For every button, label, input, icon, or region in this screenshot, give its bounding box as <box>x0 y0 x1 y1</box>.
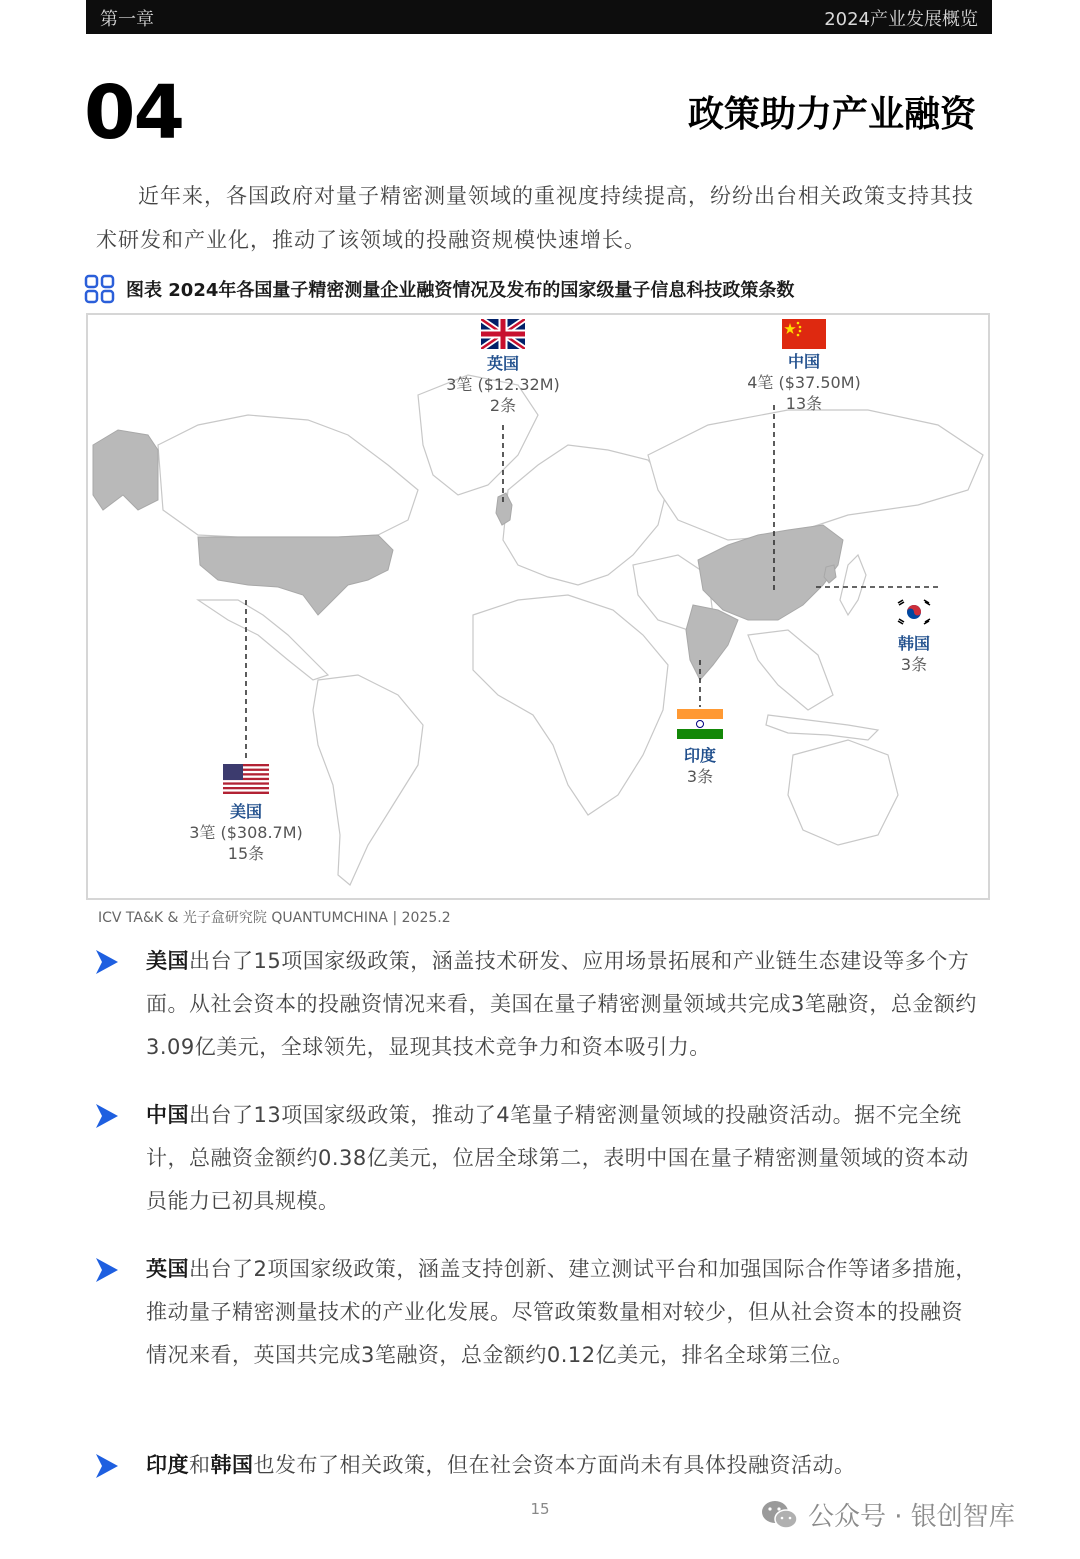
india-policies: 3条 <box>686 767 714 786</box>
korea-policies: 3条 <box>900 655 928 674</box>
bullet-text <box>146 1094 984 1223</box>
watermark <box>760 1496 1015 1533</box>
bullet-text <box>146 1248 984 1377</box>
bullet-lead: 中国 <box>146 1103 189 1127</box>
china-name: 中国 <box>787 352 821 371</box>
china-shape <box>698 525 843 620</box>
page-header <box>86 0 992 34</box>
usa-name: 美国 <box>229 802 263 821</box>
world-map-figure <box>86 313 990 900</box>
usa-flag-icon <box>223 764 269 794</box>
section-title: 政策助力产业融资 <box>687 94 976 135</box>
india-name: 印度 <box>683 746 717 765</box>
russia-shape <box>648 410 983 540</box>
bullet-usa <box>94 940 984 1069</box>
bullet-text <box>146 940 984 1069</box>
arrow-icon <box>94 1102 120 1130</box>
korea-label <box>898 633 930 675</box>
uk-policies: 2条 <box>489 396 517 415</box>
korea-name: 韩国 <box>897 634 931 653</box>
bullet-lead: 英国 <box>146 1257 189 1281</box>
bullet-lead-2: 韩国 <box>210 1453 254 1477</box>
arrow-icon <box>94 1452 120 1480</box>
china-policies: 13条 <box>785 394 823 413</box>
china-deals: 4笔 ($37.50M) <box>747 373 861 392</box>
intro-paragraph: 近年来，各国政府对量子精密测量领域的重视度持续提高，纷纷出台相关政策支持其技术研发和产业化，推动了该领域的投融资规模快速增长。 <box>96 184 974 252</box>
bullet-body: 出台了2项国家级政策，涵盖支持创新、建立测试平台和加强国际合作等诸多措施，推动量子精密测量技术的产业化发展。尽管政策数量相对较少，但从社会资本的投融资情况来看，英国共完成3笔融资，总金额约0.12亿美元，排名全球第三位。 <box>146 1257 977 1367</box>
south-america-shape <box>313 675 423 885</box>
page-number: 15 <box>530 1500 550 1518</box>
document-title: 2024产业发展概览 <box>824 9 978 30</box>
africa-shape <box>473 595 668 815</box>
indonesia-shape <box>766 715 878 740</box>
southeast-asia-shape <box>748 630 833 710</box>
grid-icon <box>84 274 116 304</box>
arrow-icon <box>94 948 120 976</box>
bullet-lead: 美国 <box>146 949 189 973</box>
wechat-icon <box>760 1498 800 1532</box>
korea-flag-icon <box>892 597 936 627</box>
bullet-china <box>94 1094 984 1223</box>
central-america-shape <box>198 600 328 680</box>
figure-caption <box>84 274 794 304</box>
section-number: 04 <box>84 70 183 156</box>
watermark-text: 公众号 · 银创智库 <box>808 1502 1015 1532</box>
figure-caption-text: 图表 2024年各国量子精密测量企业融资情况及发布的国家级量子信息科技政策条数 <box>126 280 795 301</box>
usa-policies: 15条 <box>227 844 265 863</box>
arrow-icon <box>94 1256 120 1284</box>
usa-deals: 3笔 ($308.7M) <box>189 823 303 842</box>
chapter-label: 第一章 <box>100 9 154 30</box>
bullet-body: 也发布了相关政策，但在社会资本方面尚未有具体投融资活动。 <box>253 1453 856 1477</box>
canada-shape <box>158 415 418 537</box>
uk-label <box>446 353 560 416</box>
uk-deals: 3笔 ($12.32M) <box>446 375 560 394</box>
bullet-body: 出台了13项国家级政策，推动了4笔量子精密测量领域的投融资活动。据不完全统计，总融资金额约0.38亿美元，位居全球第二，表明中国在量子精密测量领域的资本动员能力已初具规模。 <box>146 1103 969 1213</box>
bullet-india-korea <box>94 1444 984 1487</box>
bullet-lead: 印度 <box>146 1453 189 1477</box>
india-label <box>684 745 716 787</box>
bullet-body: 出台了15项国家级政策，涵盖技术研发、应用场景拓展和产业链生态建设等多个方面。从社会资本的投融资情况来看，美国在量子精密测量领域共完成3笔融资，总金额约3.09亿美元，全球领先，显现其技术竞争力和资本吸引力。 <box>146 949 977 1059</box>
alaska-shape <box>93 430 158 510</box>
uk-name: 英国 <box>486 354 520 373</box>
india-flag-icon <box>677 709 723 739</box>
usa-label <box>189 801 303 864</box>
china-label <box>747 351 861 414</box>
bullet-conjunction: 和 <box>189 1453 211 1477</box>
china-flag-icon <box>782 319 826 349</box>
uk-flag-icon <box>481 319 525 349</box>
india-shape <box>686 605 738 680</box>
bullet-uk <box>94 1248 984 1377</box>
bullet-text <box>146 1444 984 1487</box>
japan-shape <box>840 555 866 615</box>
figure-source: ICV TA&K & 光子盒研究院 QUANTUMCHINA | 2025.2 <box>98 910 451 926</box>
australia-shape <box>788 740 898 845</box>
